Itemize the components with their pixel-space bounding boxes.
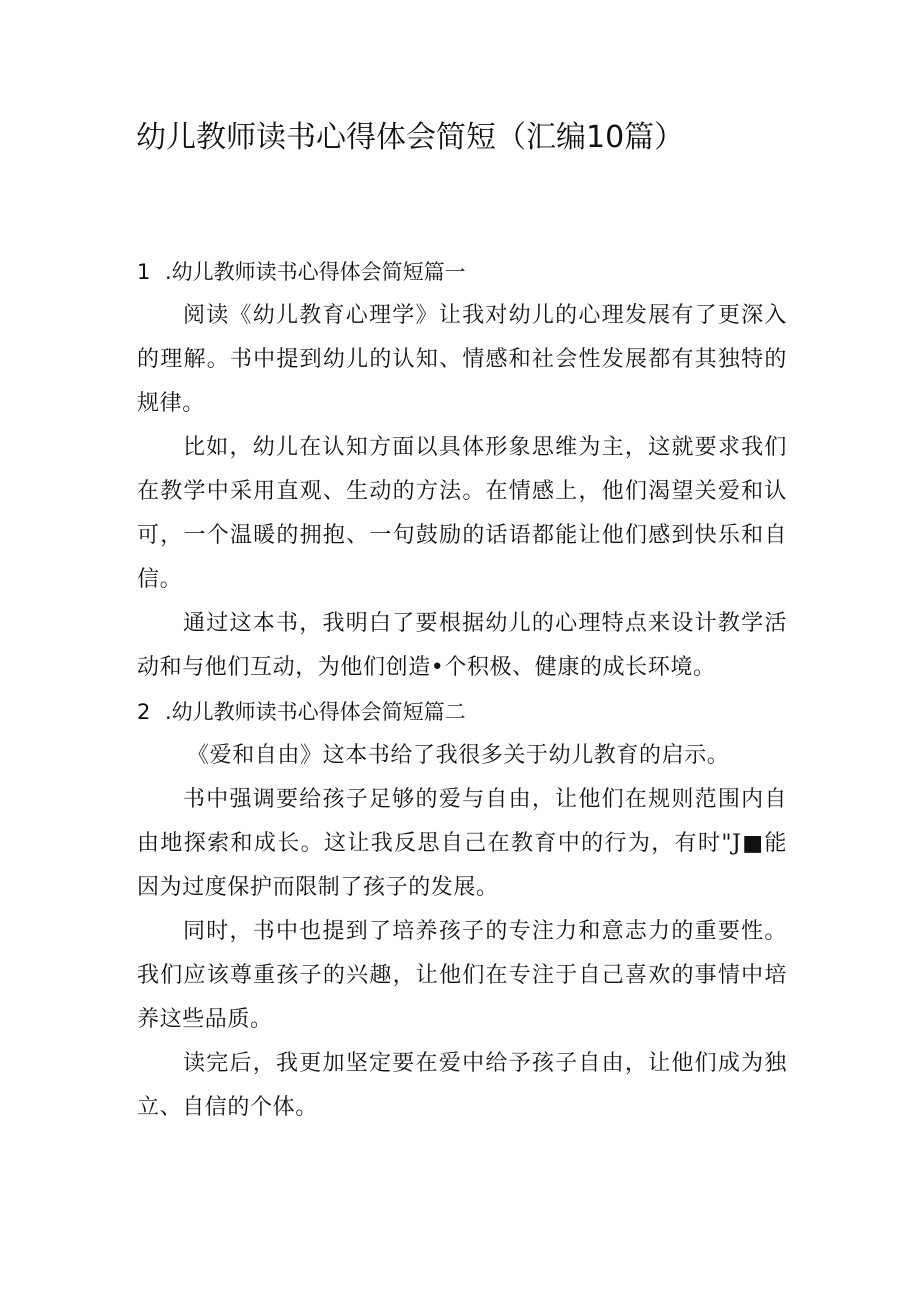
section-heading-1 [137, 250, 787, 294]
section-heading-text: .幼儿教师读书心得体会简短篇二 [165, 700, 466, 724]
paragraph: 同时，书中也提到了培养孩子的专注力和意志力的重要性。我们应该尊重孩子的兴趣，让他们在专注于自己喜欢的事情中培养这些品质。 [137, 919, 787, 1032]
document-body [137, 250, 787, 1130]
document-title: 幼儿教师读书心得体会简短（汇编10篇） [136, 120, 685, 155]
paragraph: 阅读《幼儿教育心理学》让我对幼儿的心理发展有了更深入的理解。书中提到幼儿的认知、情感和社会性发展都有其独特的规律。 [137, 303, 787, 416]
section-heading-2 [137, 690, 787, 734]
section-number: 1 [137, 260, 151, 284]
paragraph: 《爱和自由》这本书给了我很多关于幼儿教育的启示。 [187, 743, 730, 768]
paragraph: 通过这本书，我明白了要根据幼儿的心理特点来设计教学活动和与他们互动，为他们创造•个积极、健康的成长环境。 [137, 611, 787, 680]
paragraph: 书中强调要给孩子足够的爱与自由，让他们在规则范围内自由地探索和成长。这让我反思自己在教育中的行为，有时"J■能因为过度保护而限制了孩子的发展。 [137, 787, 787, 900]
paragraph: 读完后，我更加坚定要在爱中给予孩子自由，让他们成为独立、自信的个体。 [137, 1051, 787, 1120]
paragraph: 比如，幼儿在认知方面以具体形象思维为主，这就要求我们在教学中采用直观、生动的方法。在情感上，他们渴望关爱和认可，一个温暖的拥抱、一句鼓励的话语都能让他们感到快乐和自信。 [137, 435, 787, 592]
section-heading-text: .幼儿教师读书心得体会简短篇一 [165, 260, 466, 284]
section-number: 2 [137, 700, 151, 724]
